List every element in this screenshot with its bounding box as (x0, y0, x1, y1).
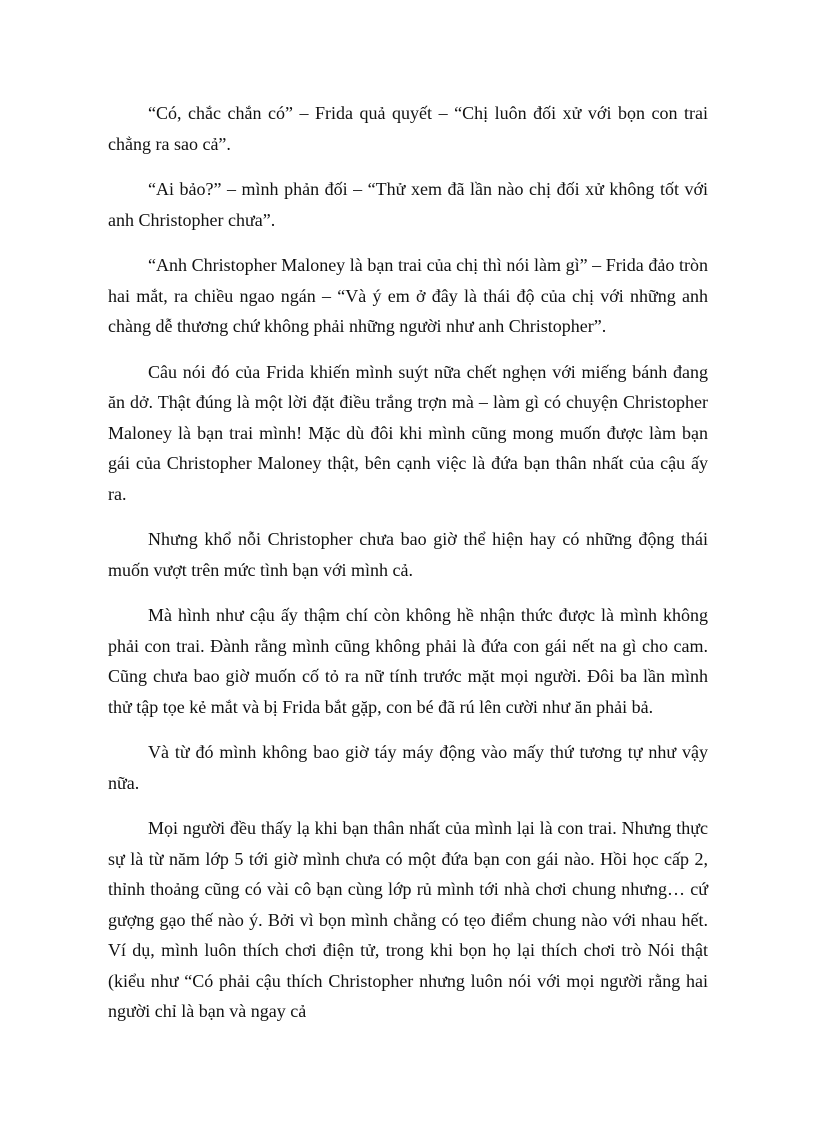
paragraph: “Có, chắc chắn có” – Frida quả quyết – “Chị luôn đối xử với bọn con trai chẳng ra sao cả”. (108, 103, 708, 154)
paragraph: “Ai bảo?” – mình phản đối – “Thử xem đã lần nào chị đối xử không tốt với anh Christopher chưa”. (108, 179, 708, 230)
paragraph: Mọi người đều thấy lạ khi bạn thân nhất của mình lại là con trai. Nhưng thực sự là từ năm lớp 5 tới giờ mình chưa có một đứa bạn con gái nào. Hồi học cấp 2, thỉnh thoảng cũng có vài cô bạn cùng lớp rủ mình tới nhà chơi chung nhưng… cứ gượng gạo thế nào ý. Bởi vì bọn mình chẳng có tẹo điểm chung nào với nhau hết. Ví dụ, mình luôn thích chơi điện tử, trong khi bọn họ lại thích chơi trò Nói thật (kiểu như “Có phải cậu thích Christopher nhưng luôn nói với mọi người rằng hai người chỉ là bạn và ngay cả (108, 818, 708, 1021)
paragraph: Nhưng khổ nỗi Christopher chưa bao giờ thể hiện hay có những động thái muốn vượt trên mức tình bạn với mình cả. (108, 529, 708, 580)
document-page (108, 98, 708, 1042)
paragraph: Mà hình như cậu ấy thậm chí còn không hề nhận thức được là mình không phải con trai. Đành rằng mình cũng không phải là đứa con gái nết na gì cho cam. Cũng chưa bao giờ muốn cố tỏ ra nữ tính trước mặt mọi người. Đôi ba lần mình thử tập tọe kẻ mắt và bị Frida bắt gặp, con bé đã rú lên cười như ăn phải bả. (108, 605, 708, 717)
paragraph: Câu nói đó của Frida khiến mình suýt nữa chết nghẹn với miếng bánh đang ăn dở. Thật đúng là một lời đặt điều trắng trợn mà – làm gì có chuyện Christopher Maloney là bạn trai mình! Mặc dù đôi khi mình cũng mong muốn được làm bạn gái của Christopher Maloney thật, bên cạnh việc là đứa bạn thân nhất của cậu ấy ra. (108, 361, 708, 504)
paragraph: “Anh Christopher Maloney là bạn trai của chị thì nói làm gì” – Frida đảo tròn hai mắt, ra chiều ngao ngán – “Và ý em ở đây là thái độ của chị với những anh chàng dễ thương chứ không phải những người như anh Christopher”. (108, 255, 708, 336)
paragraph: Và từ đó mình không bao giờ táy máy động vào mấy thứ tương tự như vậy nữa. (108, 742, 708, 793)
